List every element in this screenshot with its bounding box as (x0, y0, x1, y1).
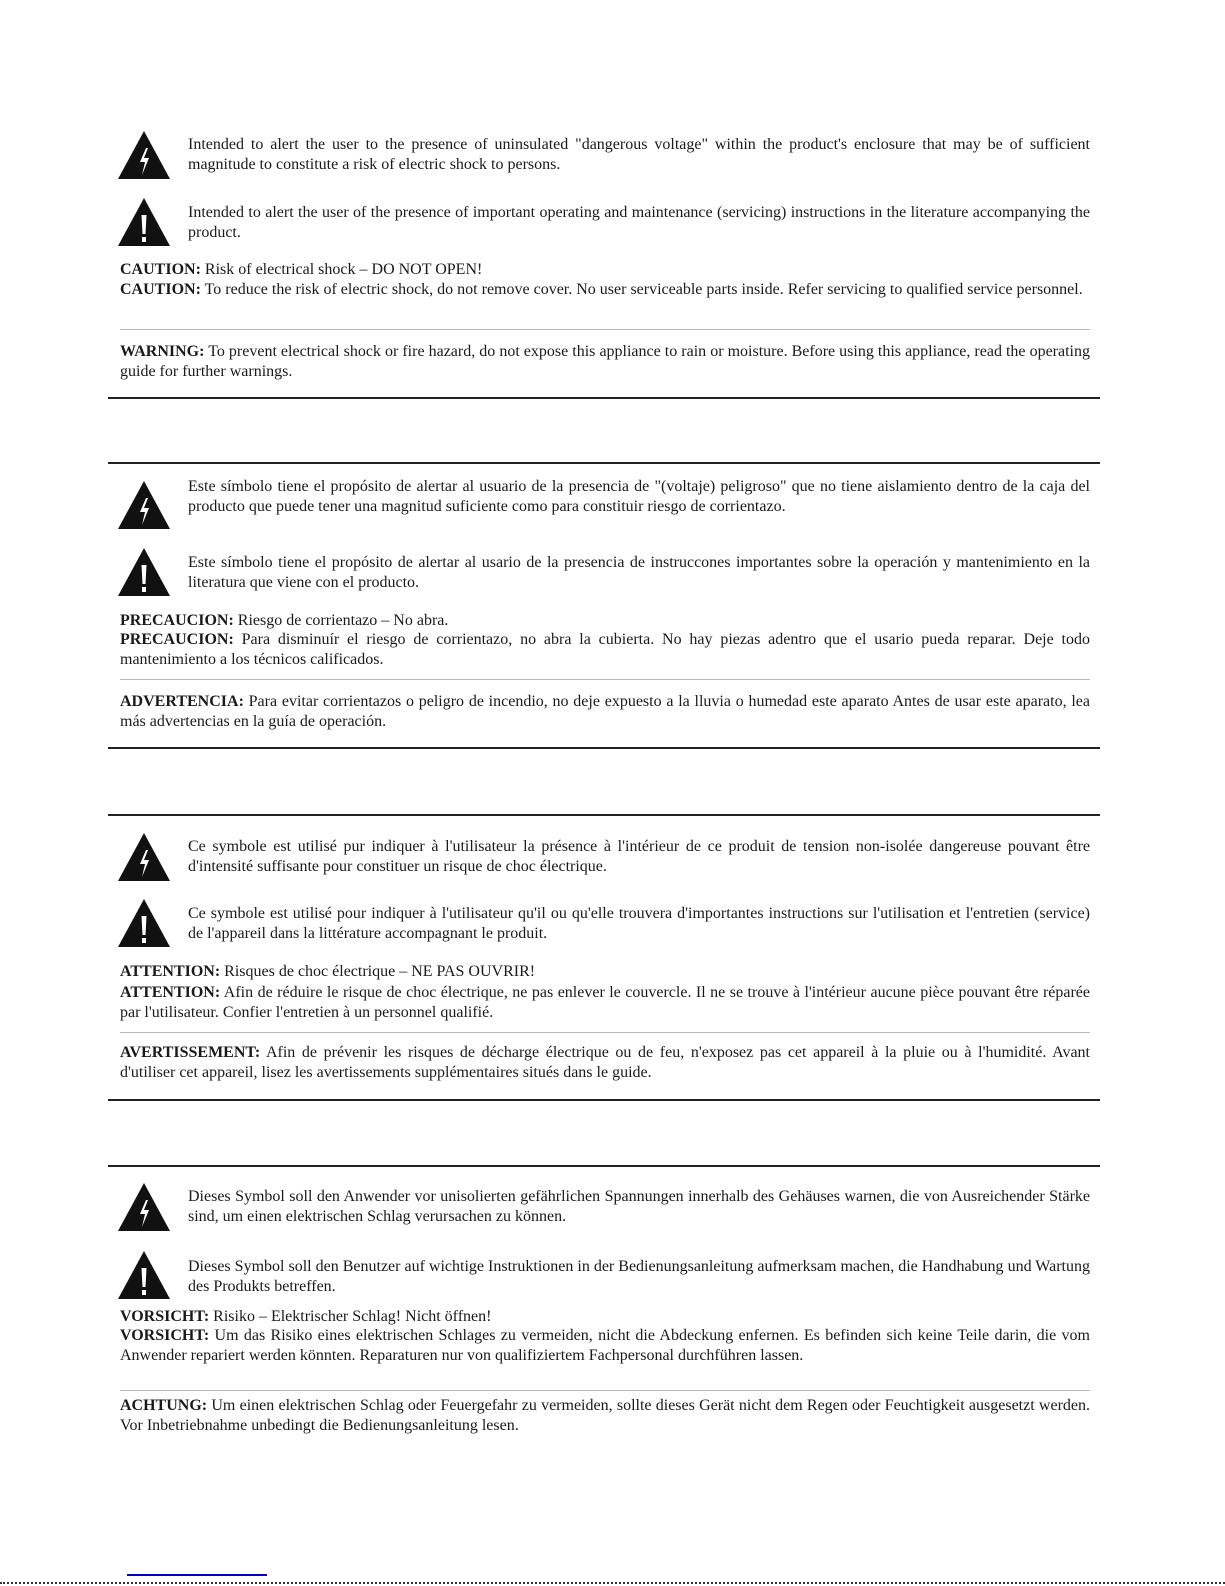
divider (120, 1032, 1090, 1033)
shock-symbol-text: Este símbolo tiene el propósito de alertar al usuario de la presencia de "(voltaje) peligroso" que no tiene aislamiento dentro de la caja del producto que puede tener una magnitud suficiente como para constituir riesgo de corrientazo. (188, 478, 1090, 515)
caution-2 (120, 1326, 1090, 1366)
instructions-symbol-text: Este símbolo tiene el propósito de alertar al usario de la presencia de instruccones importantes sobre la operación y mantenimiento en la literatura que viene con el producto. (188, 554, 1090, 591)
caution-text: Afin de réduire le risque de choc électrique, ne pas enlever le couvercle. Il ne se trouve à l'intérieur aucune pièce pouvant être réparée par l'utilisateur. Confier l'entretien à un personnel qualifié. (120, 984, 1090, 1021)
caution-label: VORSICHT: (120, 1327, 210, 1344)
warning-text: Para evitar corrientazos o peligro de incendio, no deje expuesto a la lluvia o humedad este aparato Antes de usar este aparato, lea más advertencias en la guía de operación. (120, 693, 1090, 730)
warning (120, 1396, 1090, 1436)
caution-text: Para disminuír el riesgo de corrientazo, no abra la cubierta. No hay piezas adentro que el usario pueda reparar. Deje todo mantenimiento a los técnicos calificados. (120, 631, 1090, 668)
caution-1 (120, 962, 1090, 982)
caution-text: To reduce the risk of electric shock, do not remove cover. No user serviceable parts inside. Refer servicing to qualified service personnel. (200, 281, 1083, 298)
caution-text: Risques de choc électrique – NE PAS OUVRIR! (220, 963, 536, 980)
page-bottom-dotted-edge (0, 1582, 1225, 1586)
caution-text: Risk of electrical shock – DO NOT OPEN! (200, 261, 483, 278)
caution-label: PRECAUCION: (120, 612, 234, 629)
section-rule (108, 397, 1100, 399)
warning-text: Um einen elektrischen Schlag oder Feuergefahr zu vermeiden, sollte dieses Gerät nicht dem Regen oder Feuchtigkeit ausgesetzt werden. Vor Inbetriebnahme unbedingt die Bedienungsanleitung lesen. (120, 1397, 1090, 1434)
warning-label: ACHTUNG: (120, 1397, 208, 1414)
instructions-symbol-text: Intended to alert the user of the presence of important operating and maintenance (servicing) instructions in the literature accompanying the product. (188, 204, 1090, 241)
shock-symbol-text: Dieses Symbol soll den Anwender vor unisolierten gefährlichen Spannungen innerhalb des Gehäuses warnen, die von Ausreichender Stärke sind, um einen elektrischen Schlag verursachen zu können. (188, 1188, 1090, 1225)
caution-label: CAUTION: (120, 261, 201, 278)
warning-text: To prevent electrical shock or fire hazard, do not expose this appliance to rain or moisture. Before using this appliance, read the operating guide for further warnings. (120, 343, 1090, 380)
caution-1 (120, 260, 1090, 280)
instructions-symbol-text: Dieses Symbol soll den Benutzer auf wichtige Instruktionen in der Bedienungsanleitung aufmerksam machen, die Handhabung und Wartung des Produkts betreffen. (188, 1258, 1090, 1295)
divider (120, 329, 1090, 330)
exclamation-warning-icon (117, 898, 171, 948)
electric-shock-warning-icon (117, 480, 171, 530)
caution-1 (120, 1307, 1090, 1327)
instructions-symbol-text: Ce symbole est utilisé pour indiquer à l'utilisateur qu'il ou qu'elle trouvera d'importantes instructions sur l'utilisation et l'entretien (service) de l'appareil dans la littérature accompagnant le produit. (188, 905, 1090, 942)
caution-1 (120, 611, 1090, 631)
warning (120, 692, 1090, 732)
caution-label: PRECAUCION: (120, 631, 234, 648)
shock-symbol-text: Ce symbole est utilisé pur indiquer à l'utilisateur la présence à l'intérieur de ce produit de tension non-isolée dangereuse pouvant être d'intensité suffisante pour constituer un risque de choc électrique. (188, 838, 1090, 875)
caution-label: VORSICHT: (120, 1308, 210, 1325)
divider (120, 1390, 1090, 1391)
caution-text: Um das Risiko eines elektrischen Schlages zu vermeiden, nicht die Abdeckung enfernen. Es befinden sich keine Teile darin, die vom Anwender repariert werden könnten. Reparaturen nur von qualifiziertem Fachpersonal durchführen lassen. (120, 1327, 1090, 1364)
electric-shock-warning-icon (117, 832, 171, 882)
caution-label: ATTENTION: (120, 963, 221, 980)
warning-text: Afin de prévenir les risques de décharge électrique ou de feu, n'exposez pas cet appareil à la pluie ou à l'humidité. Avant d'utiliser cet appareil, lisez les avertissements supplémentaires situés dans le guide. (120, 1044, 1090, 1081)
caution-text: Riesgo de corrientazo – No abra. (233, 612, 449, 629)
warning-label: AVERTISSEMENT: (120, 1044, 261, 1061)
section-rule (108, 1165, 1100, 1167)
electric-shock-warning-icon (117, 130, 171, 180)
caution-label: CAUTION: (120, 281, 201, 298)
electric-shock-warning-icon (117, 1182, 171, 1232)
section-rule (108, 1099, 1100, 1101)
section-rule (108, 814, 1100, 816)
caution-label: ATTENTION: (120, 984, 221, 1001)
warning-label: ADVERTENCIA: (120, 693, 244, 710)
exclamation-warning-icon (117, 197, 171, 247)
caution-text: Risiko – Elektrischer Schlag! Nicht öffnen! (209, 1308, 492, 1325)
section-rule (108, 462, 1100, 464)
exclamation-warning-icon (117, 547, 171, 597)
caution-2 (120, 983, 1090, 1023)
divider (120, 679, 1090, 680)
section-rule (108, 747, 1100, 749)
warning (120, 342, 1090, 382)
warning-label: WARNING: (120, 343, 205, 360)
exclamation-warning-icon (117, 1250, 171, 1300)
caution-2 (120, 630, 1090, 670)
caution-2 (120, 280, 1090, 300)
shock-symbol-text: Intended to alert the user to the presence of uninsulated "dangerous voltage" within the product's enclosure that may be of sufficient magnitude to constitute a risk of electric shock to persons. (188, 136, 1090, 173)
blue-underline-mark (127, 1574, 267, 1576)
warning (120, 1043, 1090, 1083)
